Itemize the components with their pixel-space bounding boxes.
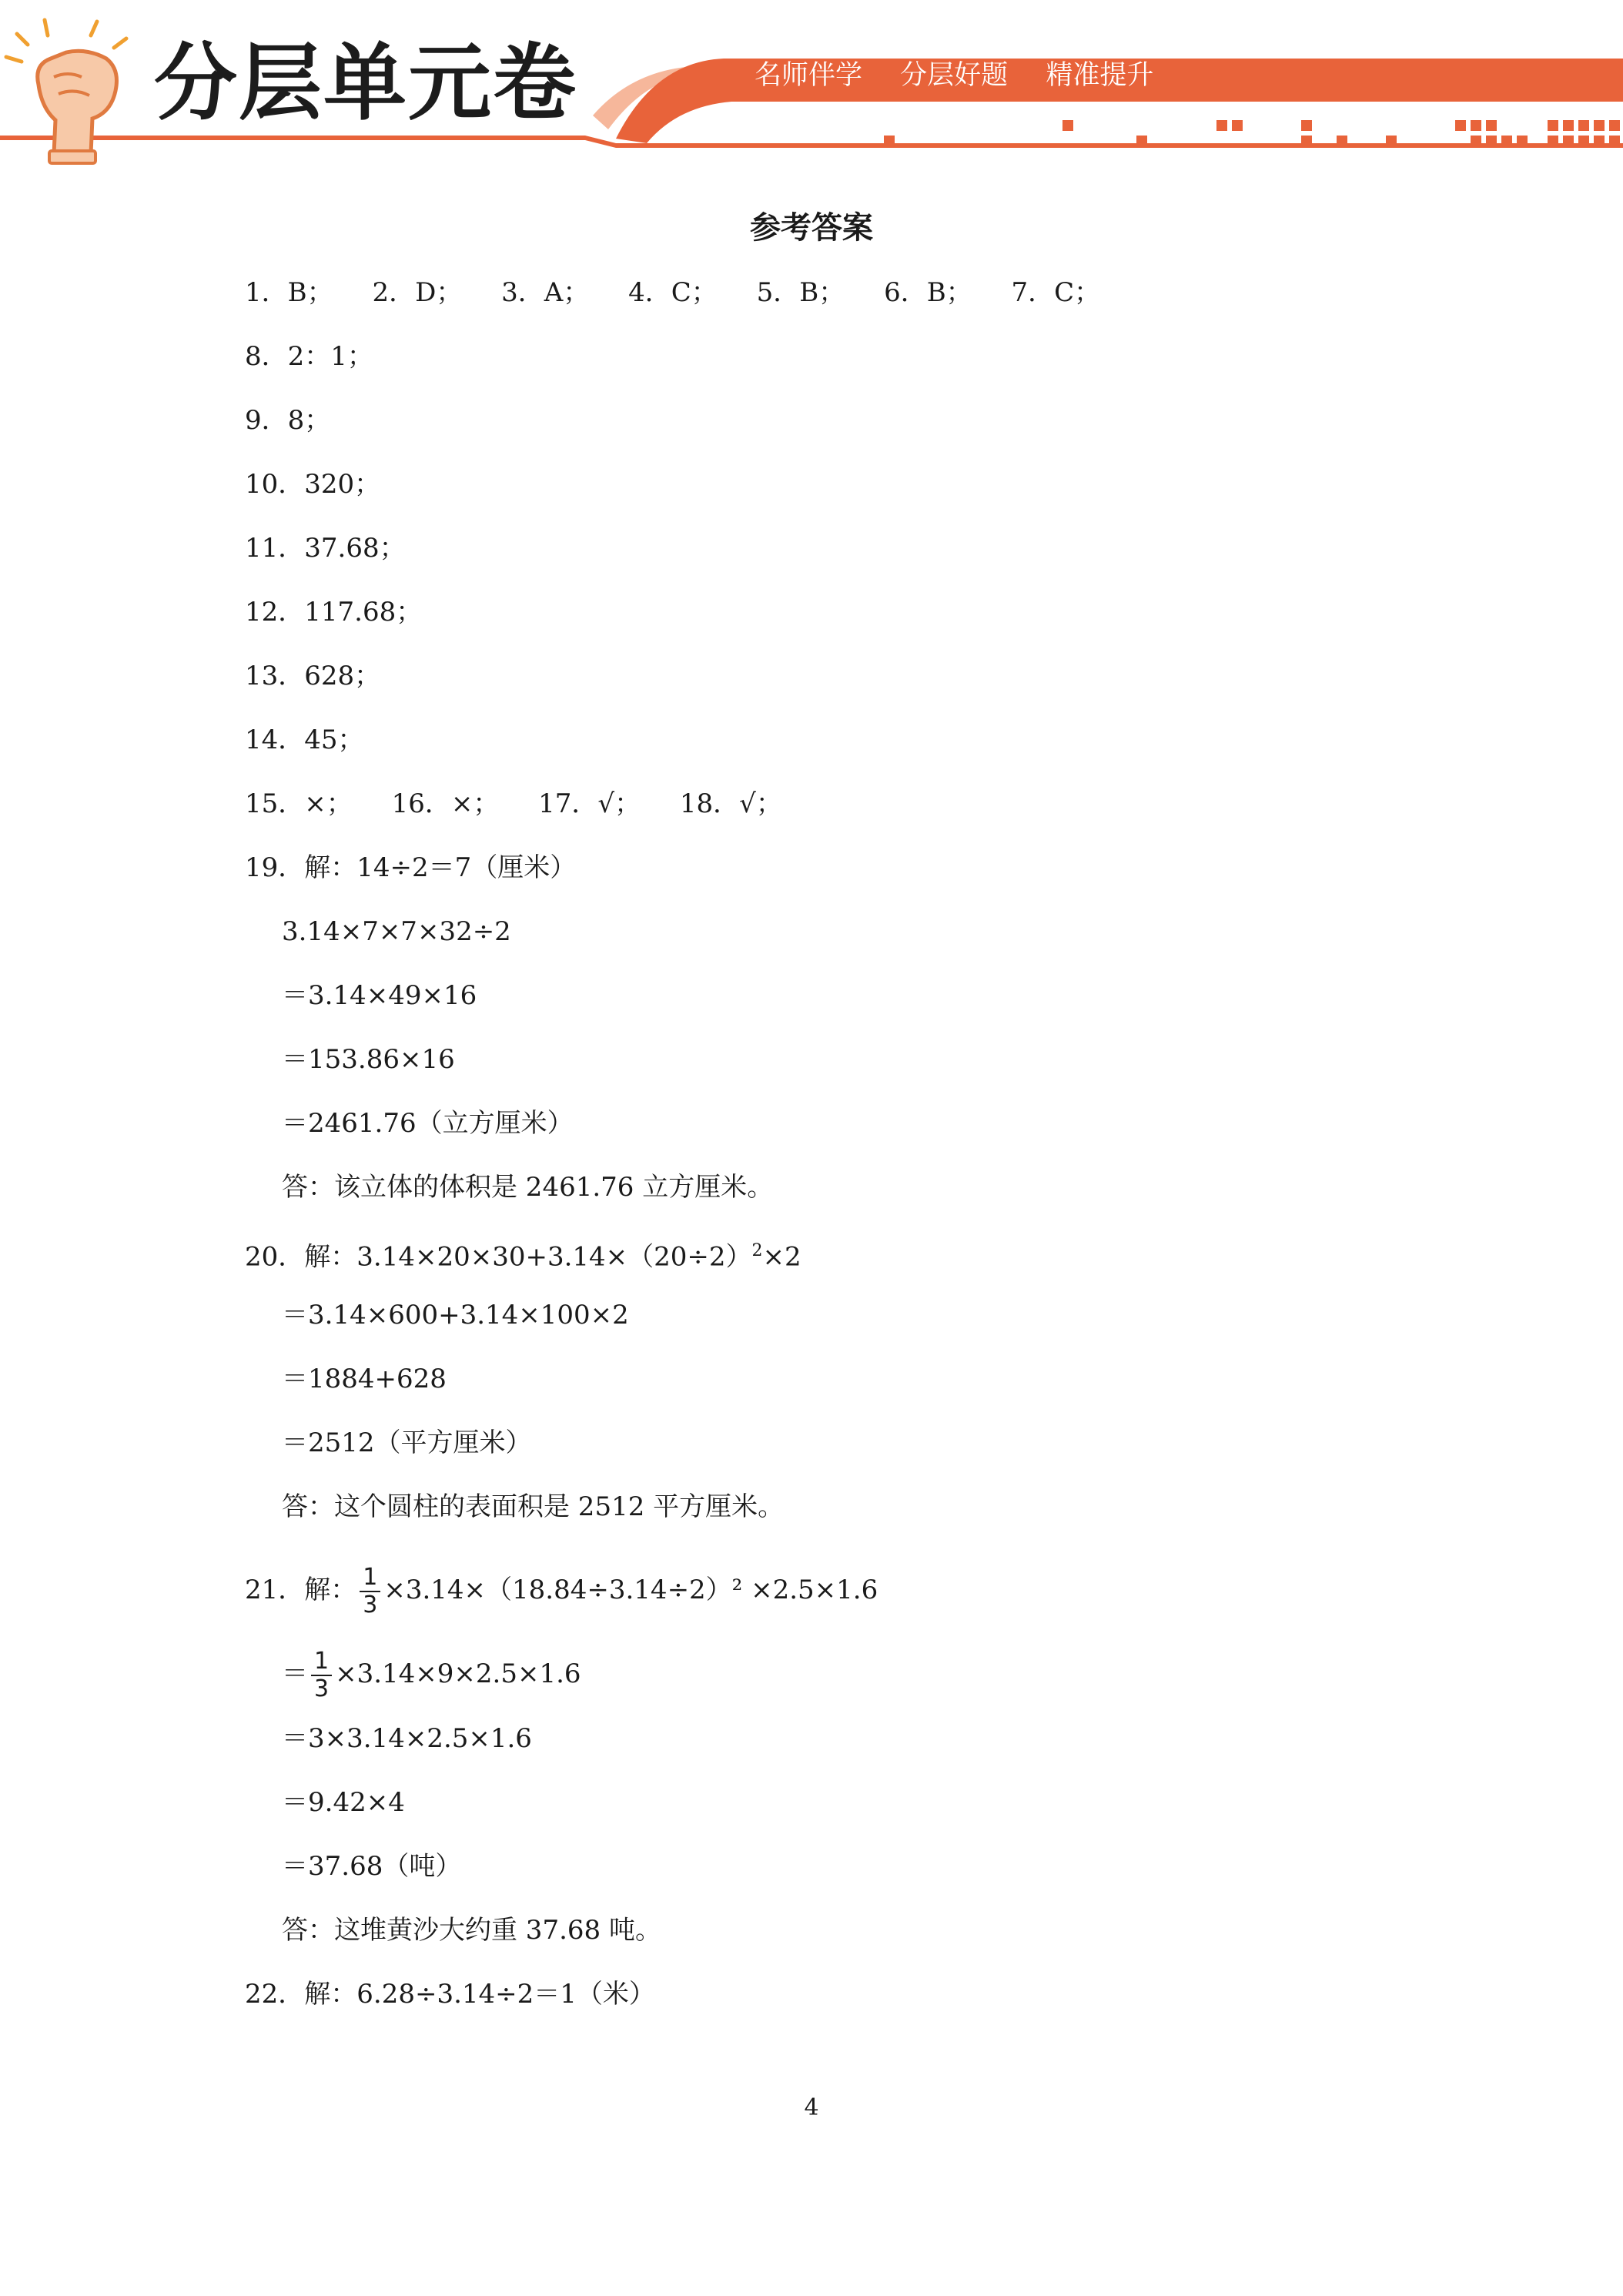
answer-item: 17．√；: [538, 788, 641, 819]
answer-item: 16．×；: [391, 788, 500, 819]
answer-q14: 14．45；: [245, 725, 364, 755]
answer-item: 7．C；: [1011, 277, 1101, 308]
q20-expression: 20．解：3.14×20×30+3.14×（20÷2）: [245, 1241, 752, 1273]
q20-line: ＝1884+628: [282, 1364, 447, 1394]
decorative-squares: [884, 120, 1620, 146]
true-false-answers: [245, 785, 813, 822]
q19-line: ＝2461.76（立方厘米）: [282, 1108, 574, 1139]
equals-sign: ＝: [282, 1658, 308, 1689]
fraction-numerator: 1: [360, 1565, 380, 1592]
answer-q8: 8．2：1；: [245, 341, 373, 372]
answer-title: 参考答案: [750, 209, 873, 246]
answer-item: 5．B；: [756, 277, 845, 308]
answer-q12: 12．117.68；: [245, 597, 423, 628]
header-slogan: [755, 59, 1183, 92]
q21-line: ＝9.42×4: [282, 1787, 405, 1818]
answer-item: 3．A；: [501, 277, 590, 308]
fraction-denominator: 3: [363, 1591, 378, 1618]
answer-item: 6．B；: [884, 277, 972, 308]
answer-item: 18．√；: [679, 788, 782, 819]
fraction-denominator: 3: [314, 1675, 330, 1702]
slogan-item: 精准提升: [1046, 60, 1154, 91]
answer-q9: 9．8；: [245, 405, 331, 436]
fist-icon: [6, 20, 126, 163]
q20-line: ＝3.14×600+3.14×100×2: [282, 1300, 629, 1330]
answer-q13: 13．628；: [245, 661, 381, 691]
answer-q11: 11．37.68；: [245, 533, 406, 564]
answer-item: 1．B；: [245, 277, 333, 308]
answer-item: 4．C；: [628, 277, 718, 308]
q21-line: ＝37.68（吨）: [282, 1851, 462, 1882]
answer-item: 2．D；: [372, 277, 463, 308]
fraction: [311, 1648, 332, 1702]
q21-expression: ×3.14×（18.84÷3.14÷2）² ×2.5×1.6: [383, 1575, 878, 1605]
q19-line: 3.14×7×7×32÷2: [282, 916, 511, 947]
q19-line: ＝3.14×49×16: [282, 980, 477, 1011]
slogan-item: 名师伴学: [755, 60, 863, 91]
q19-answer: 答：该立体的体积是 2461.76 立方厘米。: [282, 1172, 774, 1203]
page-number: 4: [804, 2094, 819, 2121]
q21-answer: 答：这堆黄沙大约重 37.68 吨。: [282, 1915, 661, 1946]
q20-expression-tail: ×2: [762, 1241, 801, 1273]
q21-expression: ×3.14×9×2.5×1.6: [335, 1658, 581, 1689]
slogan-item: 分层好题: [900, 60, 1009, 91]
q20-line: ＝2512（平方厘米）: [282, 1427, 532, 1458]
brand-title: 分层单元卷: [154, 35, 578, 132]
fraction-numerator: 1: [311, 1648, 332, 1676]
q19-line: ＝153.86×16: [282, 1044, 455, 1075]
exponent: 2: [751, 1241, 763, 1260]
fraction: [360, 1565, 380, 1618]
answer-q10: 10．320；: [245, 469, 381, 500]
mcq-answers: [245, 274, 1131, 311]
q21-first-line: [245, 1565, 878, 1618]
q21-prefix: 21．解：: [245, 1575, 357, 1605]
q19-line: 19．解：14÷2＝7（厘米）: [245, 852, 577, 883]
q21-second-line: [282, 1648, 581, 1702]
q21-line: ＝3×3.14×2.5×1.6: [282, 1723, 532, 1754]
q22-line: 22．解：6.28÷3.14÷2＝1（米）: [245, 1979, 655, 2010]
page-header: [0, 0, 1623, 177]
q20-answer: 答：这个圆柱的表面积是 2512 平方厘米。: [282, 1491, 785, 1522]
q20-first-line: [245, 1233, 801, 1275]
answer-item: 15．×；: [245, 788, 353, 819]
